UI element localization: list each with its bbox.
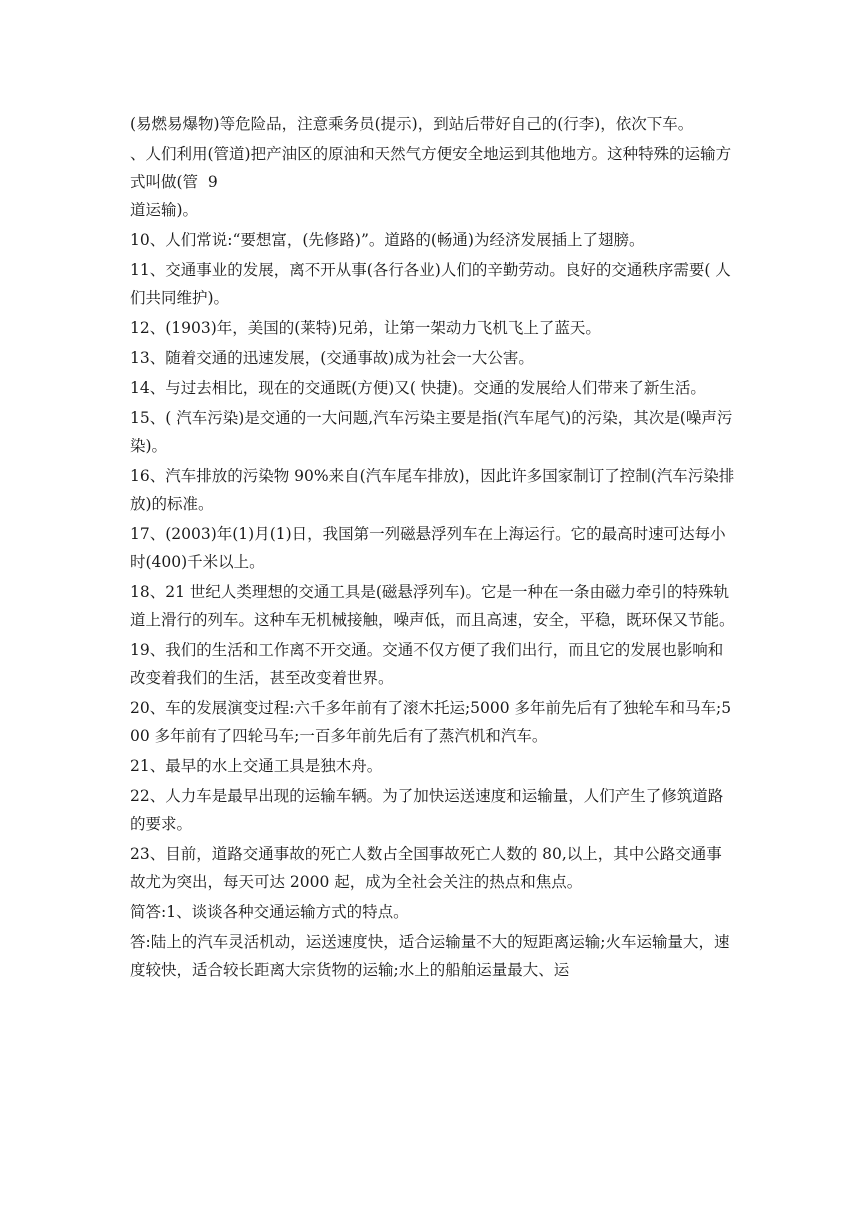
short-answer-question: 简答:1、谈谈各种交通运输方式的特点。: [130, 903, 409, 921]
paragraph-17: 17、(2003)年(1)月(1)日，我国第一列磁悬浮列车在上海运行。它的最高时速可达每小时(400)千米以上。: [130, 525, 726, 571]
paragraph-22: 22、人力车是最早出现的运输车辆。为了加快运送速度和运输量，人们产生了修筑道路的要求。: [130, 787, 724, 833]
paragraph-15: 15、( 汽车污染)是交通的一大问题,汽车污染主要是指(汽车尾气)的污染，其次是(噪声污染)。: [130, 409, 733, 455]
paragraph-pipeline: 、人们利用(管道)把产油区的原油和天然气方便安全地运到其他地方。这种特殊的运输方式叫做(管 9 道运输)。: [130, 145, 732, 219]
paragraph-19: 19、我们的生活和工作离不开交通。交通不仅方便了我们出行，而且它的发展也影响和改变着我们的生活，甚至改变着世界。: [130, 641, 724, 687]
paragraph-13: 13、随着交通的迅速发展，(交通事故)成为社会一大公害。: [130, 349, 534, 367]
document-body: [130, 110, 735, 986]
paragraph-12: 12、(1903)年，美国的(莱特)兄弟，让第一架动力飞机飞上了蓝天。: [130, 319, 601, 337]
paragraph-hazardous-goods: (易燃易爆物)等危险品，注意乘务员(提示)，到站后带好自己的(行李)，依次下车。: [130, 115, 694, 133]
paragraph-18: 18、21 世纪人类理想的交通工具是(磁悬浮列车)。它是一种在一条由磁力牵引的特殊轨道上滑行的列车。这种车无机械接触，噪声低，而且高速，安全，平稳，既环保又节能。: [130, 583, 735, 629]
paragraph-11: 11、交通事业的发展，离不开从事(各行各业)人们的辛勤劳动。良好的交通秩序需要( 人们共同维护)。: [130, 261, 731, 307]
paragraph-14: 14、与过去相比，现在的交通既(方便)又( 快捷)。交通的发展给人们带来了新生活。: [130, 379, 706, 397]
short-answer-response: 答:陆上的汽车灵活机动，运送速度快，适合运输量不大的短距离运输;火车运输量大，速度较快，适合较长距离大宗货物的运输;水上的船舶运量最大、运: [130, 933, 730, 979]
paragraph-16: 16、汽车排放的污染物 90%来自(汽车尾车排放)，因此许多国家制订了控制(汽车污染排放)的标准。: [130, 467, 735, 513]
paragraph-10: 10、人们常说:“要想富，(先修路)”。道路的(畅通)为经济发展插上了翅膀。: [130, 231, 645, 249]
paragraph-20: 20、车的发展演变过程:六千多年前有了滚木托运;5000 多年前先后有了独轮车和马车;500 多年前有了四轮马车;一百多年前先后有了蒸汽机和汽车。: [130, 699, 732, 745]
paragraph-21: 21、最早的水上交通工具是独木舟。: [130, 757, 383, 775]
paragraph-23: 23、目前，道路交通事故的死亡人数占全国事故死亡人数的 80,以上，其中公路交通事故尤为突出，每天可达 2000 起，成为全社会关注的热点和焦点。: [130, 845, 722, 891]
